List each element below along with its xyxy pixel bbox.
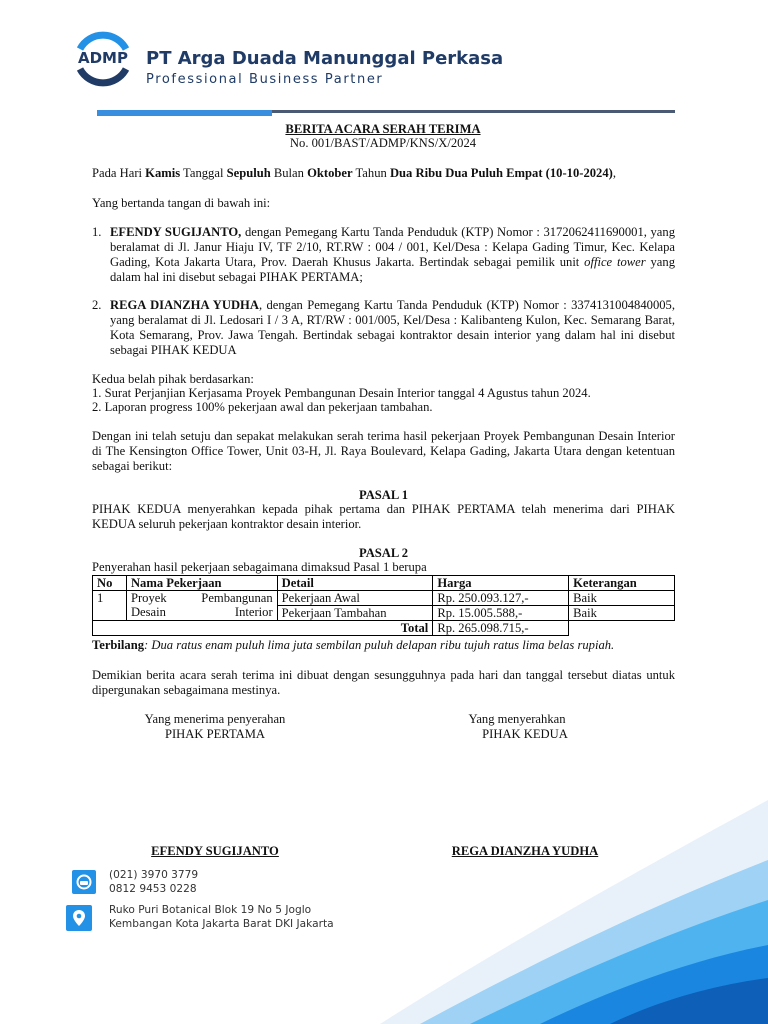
- closing-paragraph: Demikian berita acara serah terima ini dibuat dengan sesungguhnya pada hari dan tanggal tersebut diatas untuk dipergunakan sebagaimana mestinya.: [92, 668, 675, 697]
- party2-paragraph: REGA DIANZHA YUDHA, dengan Pemegang Kartu Tanda Penduduk (KTP) Nomor : 3374131004840005, yang beralamat di Jl. Ledosari I / 3 A, RT/RW : 001/005, Kel/Desa : Kalibanteng Kulon, Kec. Semarang Barat, Kota Semarang, Prov. Jawa Tengah. Bertindak sebagai kontraktor desain interior yang dalam hal ini disebut sebagai PIHAK KEDUA: [110, 298, 675, 357]
- phone-icon: [72, 870, 96, 894]
- phone-number: 0812 9453 0228: [109, 883, 197, 895]
- company-tagline: Professional Business Partner: [146, 72, 384, 87]
- pasal1-text: PIHAK KEDUA menyerahkan kepada pihak pertama dan PIHAK PERTAMA telah menerima dari PIHAK KEDUA seluruh pekerjaan kontraktor desain interior.: [92, 502, 675, 531]
- agreement-paragraph: Dengan ini telah setuju dan sepakat melakukan serah terima hasil pekerjaan Proyek Pembangunan Desain Interior di The Kensington Office Tower, Unit 03-H, Jl. Raya Boulevard, Kelapa Gading, Jakarta Utara dengan ketentuan sebagai berikut:: [92, 429, 675, 473]
- basis-intro: Kedua belah pihak berdasarkan:: [92, 372, 254, 386]
- right-signer-party: PIHAK KEDUA: [482, 727, 568, 741]
- party2-number: 2.: [92, 298, 102, 312]
- phone-number: (021) 3970 3779: [109, 869, 199, 881]
- total-value: Rp. 265.098.715,-: [433, 621, 569, 636]
- party1-name: EFENDY SUGIJANTO,: [110, 225, 242, 239]
- left-signer-party: PIHAK PERTAMA: [164, 727, 266, 741]
- work-table: [92, 575, 675, 636]
- header-note: Keterangan: [569, 576, 675, 591]
- cell-detail: Pekerjaan Awal: [277, 591, 433, 606]
- year: Dua Ribu Dua Puluh Empat (10-10-2024): [389, 166, 613, 180]
- signers-intro: Yang bertanda tangan di bawah ini:: [92, 196, 271, 210]
- address-line: Kembangan Kota Jakarta Barat DKI Jakarta: [109, 918, 334, 930]
- document-title: BERITA ACARA SERAH TERIMA: [285, 122, 481, 136]
- party2-name: REGA DIANZHA YUDHA: [110, 298, 259, 312]
- header-detail: Detail: [277, 576, 433, 591]
- location-icon: [66, 905, 92, 931]
- address-line: Ruko Puri Botanical Blok 19 No 5 Joglo: [109, 904, 312, 916]
- company-name: PT Arga Duada Manunggal Perkasa: [146, 48, 504, 69]
- table-total-row: [93, 621, 675, 636]
- header-price: Harga: [433, 576, 569, 591]
- header-rule-accent: [97, 110, 272, 116]
- pasal1-title: PASAL 1: [358, 488, 409, 502]
- document-number: No. 001/BAST/ADMP/KNS/X/2024: [289, 136, 477, 150]
- left-signer-name: EFENDY SUGIJANTO: [151, 844, 279, 858]
- company-logo: [72, 27, 134, 89]
- cell-no: 1: [93, 591, 127, 621]
- logo-text: ADMP: [78, 49, 128, 67]
- party1-paragraph: EFENDY SUGIJANTO, dengan Pemegang Kartu Tanda Penduduk (KTP) Nomor : 3172062411690001, yang beralamat di Jl. Janur Hiaju IV, TF 2/10, RT.RW : 004 / 001, Kel/Desa : Kelapa Gading Timur, Kec. Kelapa Gading, Kota Jakarta Utara, Prov. Daerah Khusus Jakarta. Bertindak sebagai pemilik unit office tower yang dalam hal ini disebut sebagai PIHAK PERTAMA;: [110, 225, 675, 284]
- header-no: No: [93, 576, 127, 591]
- header-name: Nama Pekerjaan: [126, 576, 277, 591]
- table-header-row: [93, 576, 675, 591]
- party1-number: 1.: [92, 225, 102, 239]
- basis-item: 2. Laporan progress 100% pekerjaan awal dan pekerjaan tambahan.: [92, 400, 433, 414]
- total-label: Total: [93, 621, 433, 636]
- cell-name: Proyek Pembangunan Desain Interior: [126, 591, 277, 621]
- right-signer-role: Yang menyerahkan: [468, 712, 566, 726]
- cell-price: Rp. 15.005.588,-: [433, 606, 569, 621]
- pasal2-title: PASAL 2: [358, 546, 409, 560]
- table-row: [93, 591, 675, 606]
- cell-note: Baik: [569, 591, 675, 606]
- date: Sepuluh: [226, 166, 271, 180]
- terbilang: Terbilang: Dua ratus enam puluh lima juta sembilan puluh delapan ribu tujuh ratus lima belas rupiah.: [92, 638, 615, 652]
- date-line: Pada Hari Kamis Tanggal Sepuluh Bulan Oktober Tahun Dua Ribu Dua Puluh Empat (10-10-2024),: [92, 166, 616, 180]
- basis-item: 1. Surat Perjanjian Kerjasama Proyek Pembangunan Desain Interior tanggal 4 Agustus tahun 2024.: [92, 386, 591, 400]
- month: Oktober: [307, 166, 353, 180]
- cell-price: Rp. 250.093.127,-: [433, 591, 569, 606]
- day: Kamis: [145, 166, 181, 180]
- pasal2-text: Penyerahan hasil pekerjaan sebagaimana dimaksud Pasal 1 berupa: [92, 560, 427, 574]
- cell-detail: Pekerjaan Tambahan: [277, 606, 433, 621]
- right-signer-name: REGA DIANZHA YUDHA: [451, 844, 599, 858]
- cell-note: Baik: [569, 606, 675, 621]
- left-signer-role: Yang menerima penyerahan: [144, 712, 286, 726]
